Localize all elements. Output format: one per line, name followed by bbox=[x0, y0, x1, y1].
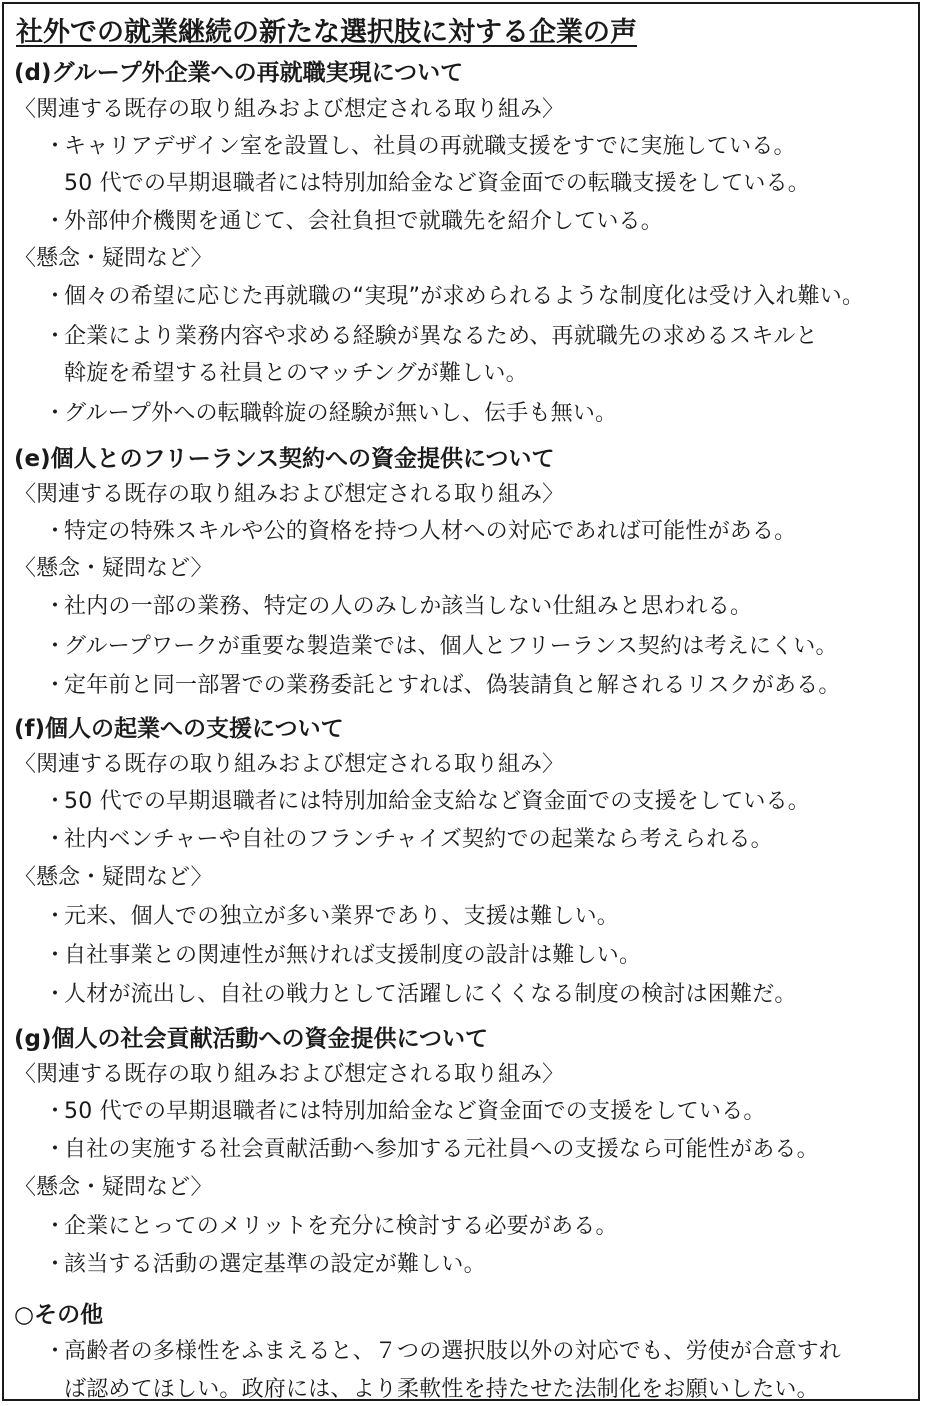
list-item: ・企業にとってのメリットを充分に検討する必要がある。 bbox=[44, 1214, 618, 1239]
list-item: ・自社の実施する社会貢献活動へ参加する元社員への支援なら可能性がある。 bbox=[44, 1137, 819, 1162]
list-item: ・人材が流出し、自社の戦力として活躍しにくくなる制度の検討は困難だ。 bbox=[44, 982, 797, 1007]
list-item: ・特定の特殊スキルや公的資格を持つ人材への対応であれば可能性がある。 bbox=[44, 519, 797, 544]
list-item-continuation: 50 代での早期退職者には特別加給金など資金面での転職支援をしている。 bbox=[64, 171, 810, 196]
list-item: ・キャリアデザイン室を設置し、社員の再就職支援をすでに実施している。 bbox=[44, 134, 796, 159]
related-label-f: 〈関連する既存の取り組みおよび想定される取り組み〉 bbox=[14, 752, 565, 777]
concerns-label-f: 〈懸念・疑問など〉 bbox=[14, 865, 213, 890]
list-item: ・グループワークが重要な製造業では、個人とフリーランス契約は考えにくい。 bbox=[44, 634, 838, 659]
concerns-label-g: 〈懸念・疑問など〉 bbox=[14, 1175, 213, 1200]
list-item: ・該当する活動の選定基準の設定が難しい。 bbox=[44, 1252, 486, 1277]
section-heading-e: (e)個人とのフリーランス契約への資金提供について bbox=[14, 446, 555, 472]
list-item: ・定年前と同一部署での業務委託とすれば、偽装請負と解されるリスクがある。 bbox=[44, 673, 841, 698]
document-title: 社外での就業継続の新たな選択肢に対する企業の声 bbox=[16, 17, 637, 48]
list-item: ・50 代での早期退職者には特別加給金支給など資金面での支援をしている。 bbox=[44, 789, 810, 814]
section-heading-other: ○その他 bbox=[14, 1302, 104, 1328]
concerns-label-e: 〈懸念・疑問など〉 bbox=[14, 556, 213, 581]
list-item: ・個々の希望に応じた再就職の“実現”が求められるような制度化は受け入れ難い。 bbox=[44, 284, 865, 309]
section-heading-g: (g)個人の社会貢献活動への資金提供について bbox=[14, 1026, 489, 1052]
list-item: ・元来、個人での独立が多い業界であり、支援は難しい。 bbox=[44, 904, 620, 929]
related-label-d: 〈関連する既存の取り組みおよび想定される取り組み〉 bbox=[14, 97, 565, 122]
list-item-continuation: ば認めてほしい。政府には、より柔軟性を持たせた法制化をお願いしたい。 bbox=[64, 1377, 819, 1402]
related-label-e: 〈関連する既存の取り組みおよび想定される取り組み〉 bbox=[14, 482, 565, 507]
list-item: ・社内の一部の業務、特定の人のみしか該当しない仕組みと思われる。 bbox=[44, 594, 753, 619]
list-item: ・高齢者の多様性をふまえると、７つの選択肢以外の対応でも、労使が合意すれ bbox=[44, 1339, 842, 1364]
section-heading-f: (f)個人の起業への支援について bbox=[14, 716, 344, 742]
list-item: ・グループ外への転職斡旋の経験が無いし、伝手も無い。 bbox=[44, 401, 618, 426]
list-item: ・50 代での早期退職者には特別加給金など資金面での支援をしている。 bbox=[44, 1099, 766, 1124]
list-item: ・自社事業との関連性が無ければ支援制度の設計は難しい。 bbox=[44, 943, 642, 968]
list-item-continuation: 斡旋を希望する社員とのマッチングが難しい。 bbox=[64, 361, 528, 386]
document-frame bbox=[2, 2, 920, 1401]
list-item: ・外部仲介機関を通じて、会社負担で就職先を紹介している。 bbox=[44, 209, 663, 234]
concerns-label-d: 〈懸念・疑問など〉 bbox=[14, 246, 213, 271]
related-label-g: 〈関連する既存の取り組みおよび想定される取り組み〉 bbox=[14, 1062, 565, 1087]
list-item: ・社内ベンチャーや自社のフランチャイズ契約での起業なら考えられる。 bbox=[44, 827, 773, 852]
section-heading-d: (d)グループ外企業への再就職実現について bbox=[14, 60, 464, 86]
list-item: ・企業により業務内容や求める経験が異なるため、再就職先の求めるスキルと bbox=[44, 324, 818, 349]
